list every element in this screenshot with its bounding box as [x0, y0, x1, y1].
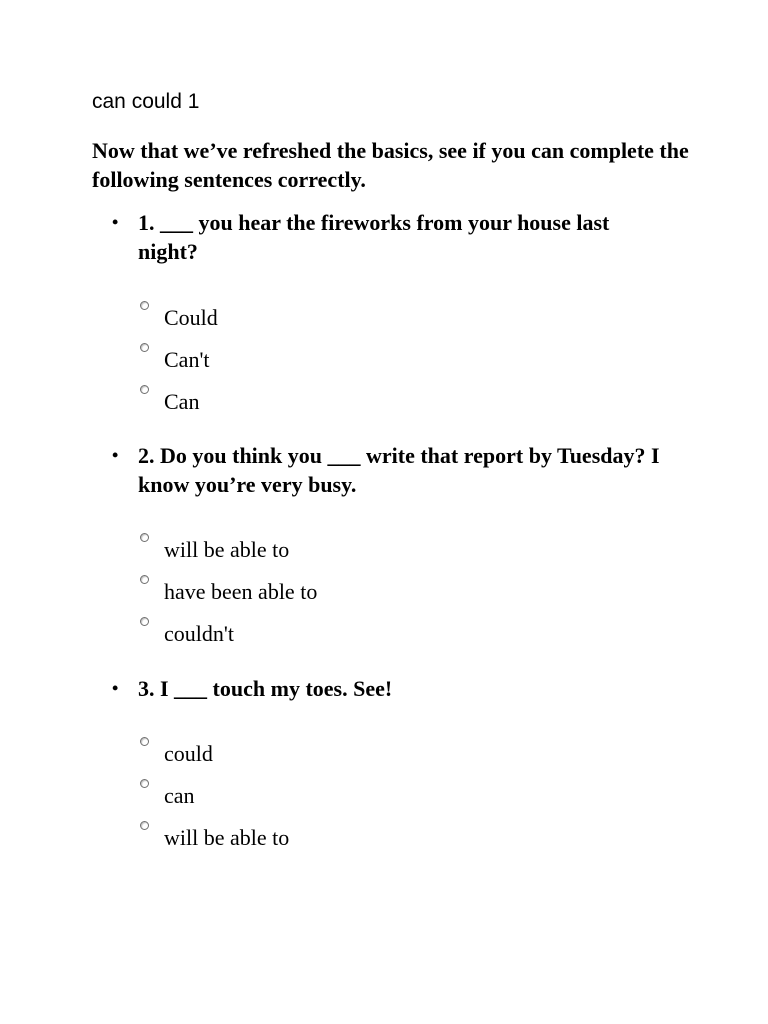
option-label: couldn't	[164, 621, 234, 646]
radio-button[interactable]	[140, 575, 149, 584]
radio-button[interactable]	[140, 343, 149, 352]
question-2-text: 2. Do you think you ___ write that report by Tuesday? I know you’re very busy.	[138, 443, 660, 497]
option-label: Can	[164, 389, 200, 414]
bullet-icon: •	[112, 445, 119, 465]
question-1-text: 1. ___ you hear the fireworks from your house last night?	[138, 210, 610, 264]
question-3-text: 3. I ___ touch my toes. See!	[138, 676, 393, 701]
option-label: Could	[164, 305, 218, 330]
question-2	[112, 441, 672, 499]
radio-button[interactable]	[140, 821, 149, 830]
option-label: have been able to	[164, 579, 318, 604]
question-1	[112, 208, 672, 266]
question-3	[112, 674, 672, 703]
option-label: Can't	[164, 347, 210, 372]
page-title: can could 1	[92, 90, 200, 113]
radio-button[interactable]	[140, 737, 149, 746]
intro-text: Now that we’ve refreshed the basics, see if you can complete the following sentences correctly.	[92, 138, 689, 192]
option-label: will be able to	[164, 825, 290, 850]
radio-button[interactable]	[140, 779, 149, 788]
bullet-icon: •	[112, 212, 119, 232]
radio-button[interactable]	[140, 617, 149, 626]
option-label: can	[164, 783, 195, 808]
radio-button[interactable]	[140, 385, 149, 394]
option-label: will be able to	[164, 537, 290, 562]
radio-button[interactable]	[140, 533, 149, 542]
bullet-icon: •	[112, 678, 119, 698]
option-label: could	[164, 741, 213, 766]
radio-button[interactable]	[140, 301, 149, 310]
